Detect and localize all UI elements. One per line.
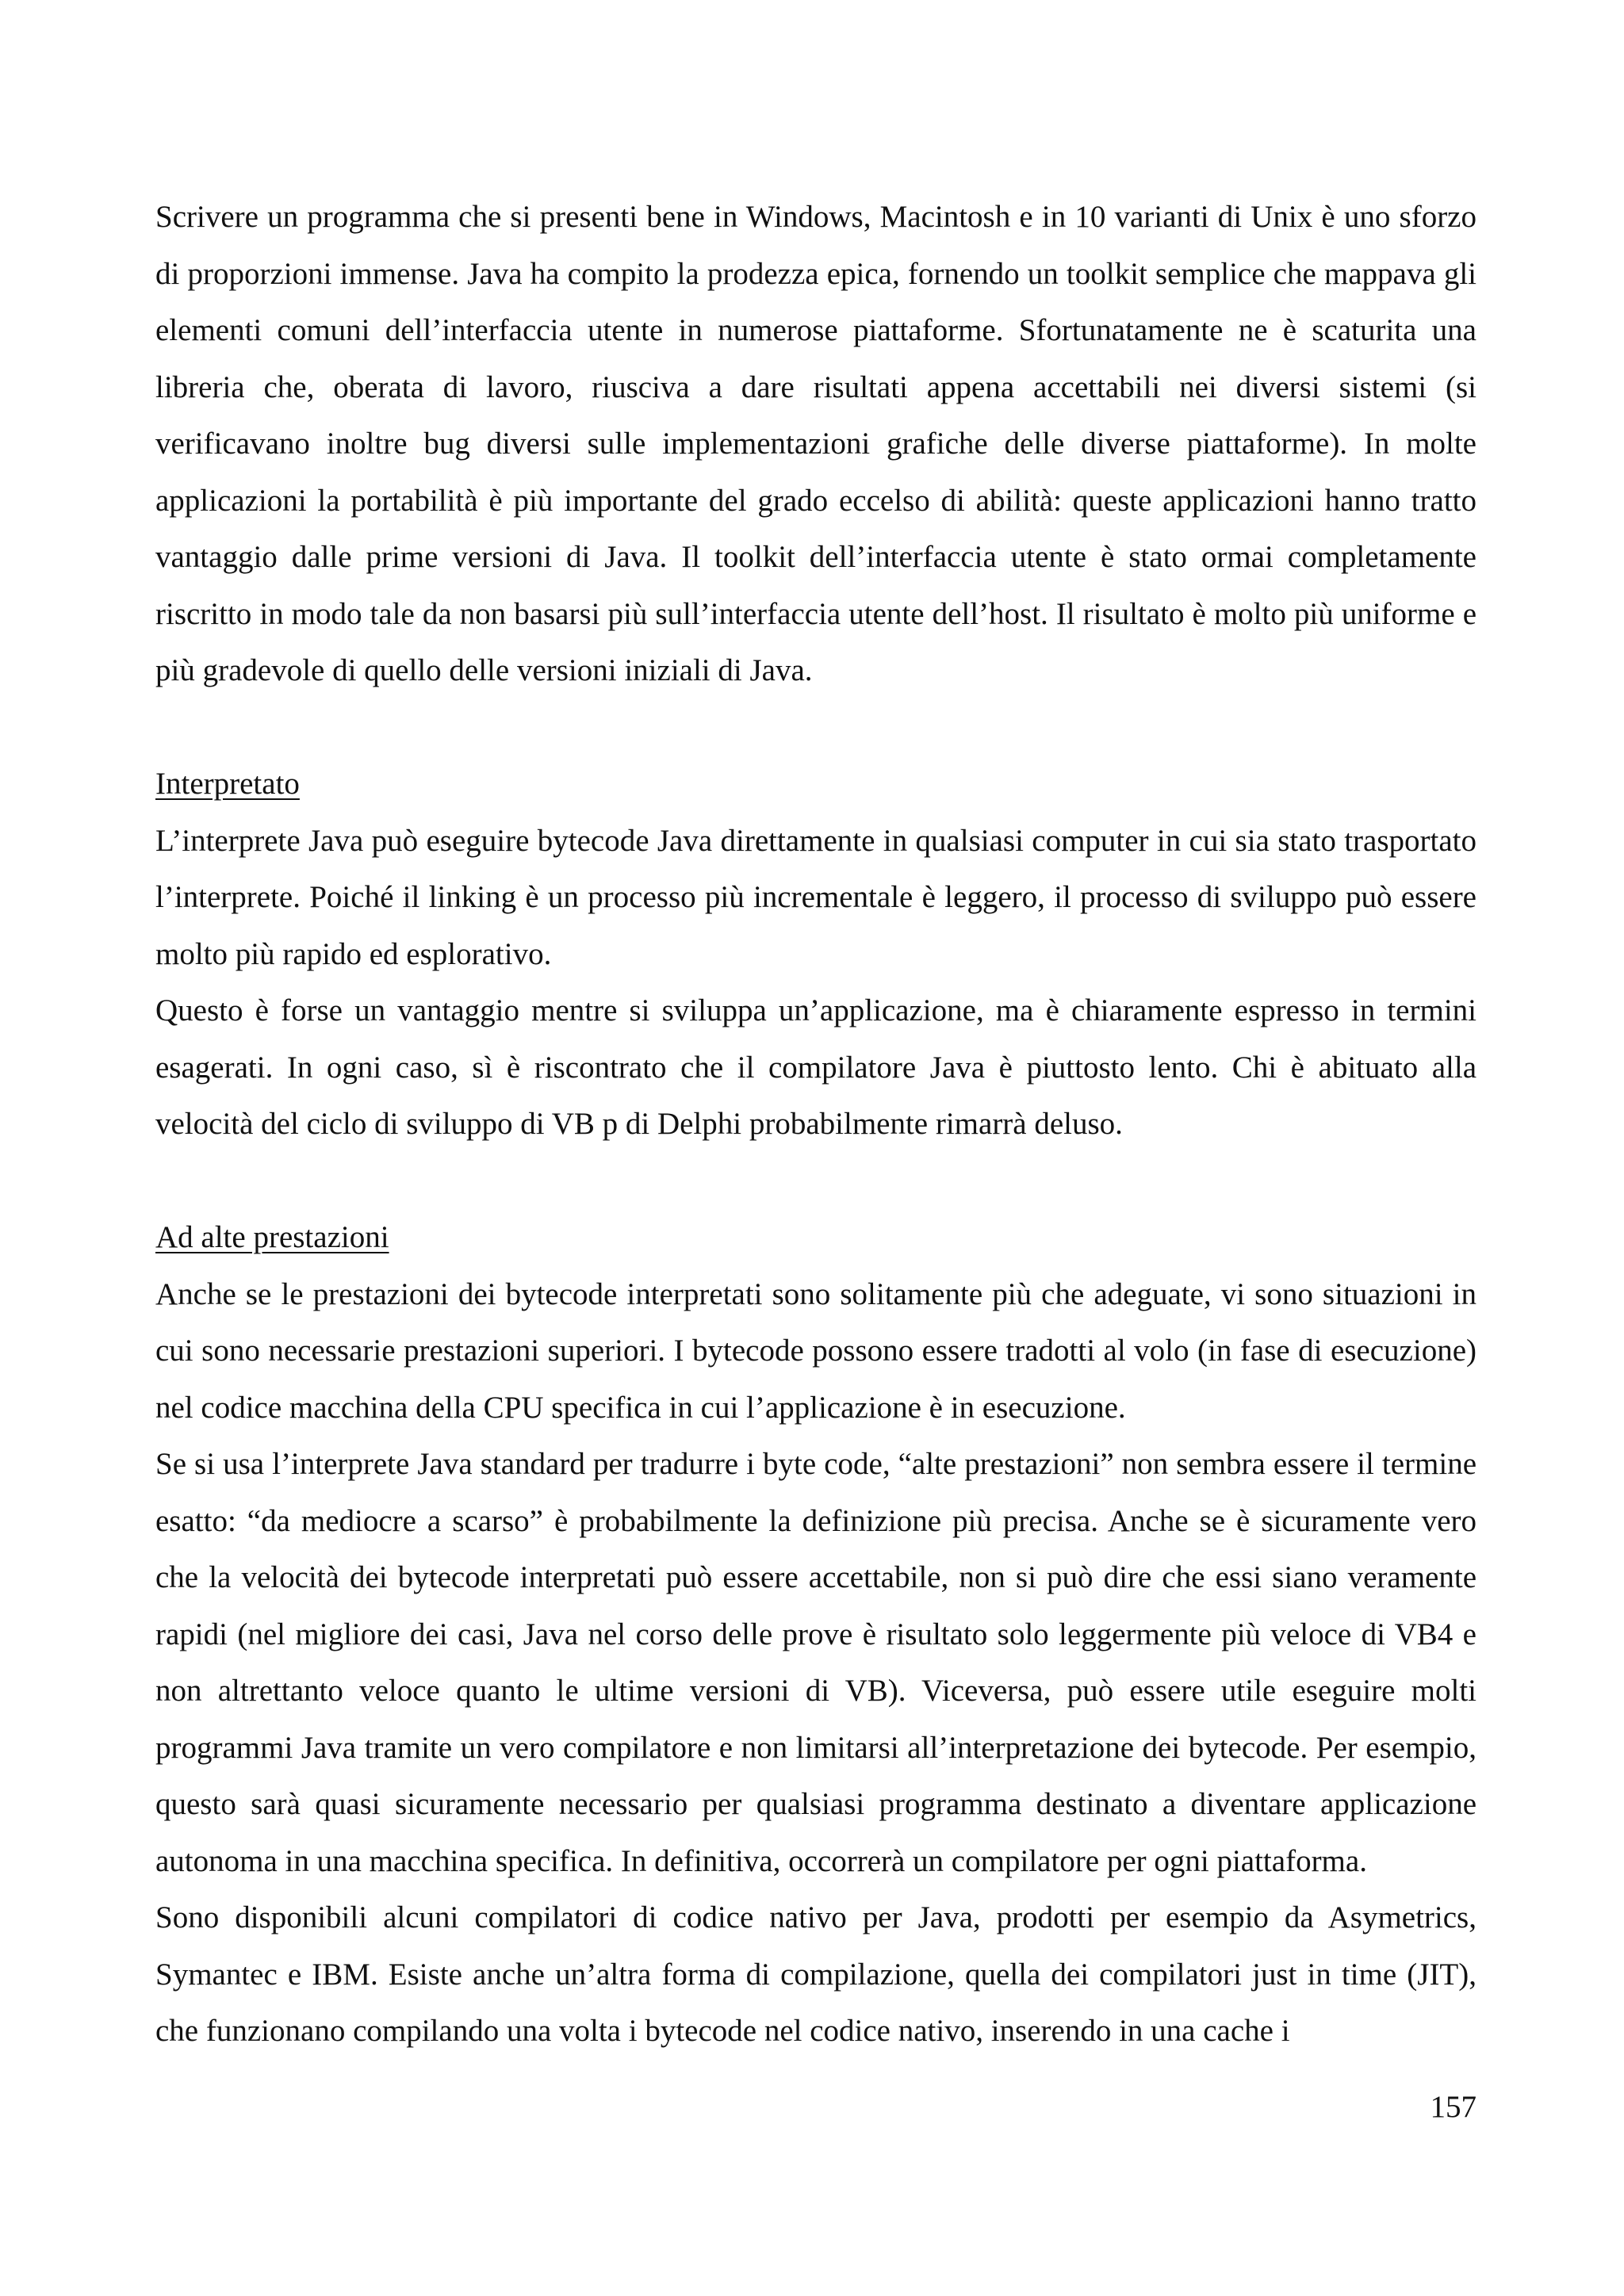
section-heading-prestazioni: Ad alte prestazioni xyxy=(155,1220,389,1254)
paragraph-prestazioni-1: Anche se le prestazioni dei bytecode interpretati sono solitamente più che adeguate, vi sono situazioni in cui sono necessarie prestazioni superiori. I bytecode possono essere tradotti al volo (in fase di esecuzione) nel codice macchina della CPU specifica in cui l’applicazione è in esecuzione. xyxy=(155,1276,1477,1425)
paragraph-interpretato-2: Questo è forse un vantaggio mentre si sviluppa un’applicazione, ma è chiaramente espresso in termini esagerati. In ogni caso, sì è riscontrato che il compilatore Java è piuttosto lento. Chi è abituato alla velocità del ciclo di sviluppo di VB p di Delphi probabilmente rimarrà deluso. xyxy=(155,993,1477,1141)
page-number: 157 xyxy=(1430,2090,1477,2124)
document-body xyxy=(155,189,1477,2060)
paragraph-intro: Scrivere un programma che si presenti bene in Windows, Macintosh e in 10 varianti di Unix è uno sforzo di proporzioni immense. Java ha compito la prodezza epica, fornendo un toolkit semplice che mappava gli elementi comuni dell’interfaccia utente in numerose piattaforme. Sfortunatamente ne è scaturita una libreria che, oberata di lavoro, riusciva a dare risultati appena accettabili nei diversi sistemi (si verificavano inoltre bug diversi sulle implementazioni grafiche delle diverse piattaforme). In molte applicazioni la portabilità è più importante del grado eccelso di abilità: queste applicazioni hanno tratto vantaggio dalle prime versioni di Java. Il toolkit dell’interfaccia utente è stato ormai completamente riscritto in modo tale da non basarsi più sull’interfaccia utente dell’host. Il risultato è molto più uniforme e più gradevole di quello delle versioni iniziali di Java. xyxy=(155,200,1477,687)
section-heading-interpretato: Interpretato xyxy=(155,767,300,801)
paragraph-prestazioni-3: Sono disponibili alcuni compilatori di codice nativo per Java, prodotti per esempio da Asymetrics, Symantec e IBM. Esiste anche un’altra forma di compilazione, quella dei compilatori just in time (JIT), che funzionano compilando una volta i bytecode nel codice nativo, inserendo in una cache i xyxy=(155,1900,1477,2048)
spacer xyxy=(155,1153,1477,1210)
paragraph-prestazioni-2: Se si usa l’interprete Java standard per tradurre i byte code, “alte prestazioni” non sembra essere il termine esatto: “da mediocre a scarso” è probabilmente la definizione più precisa. Anche se è sicuramente vero che la velocità dei bytecode interpretati può essere accettabile, non si può dire che essi siano veramente rapidi (nel migliore dei casi, Java nel corso delle prove è risultato solo leggermente più veloce di VB4 e non altrettanto veloce quanto le ultime versioni di VB). Viceversa, può essere utile eseguire molti programmi Java tramite un vero compilatore e non limitarsi all’interpretazione dei bytecode. Per esempio, questo sarà quasi sicuramente necessario per qualsiasi programma destinato a diventare applicazione autonoma in una macchina specifica. In definitiva, occorrerà un compilatore per ogni piattaforma. xyxy=(155,1447,1477,1878)
spacer xyxy=(155,699,1477,756)
paragraph-interpretato-1: L’interprete Java può eseguire bytecode Java direttamente in qualsiasi computer in cui sia stato trasportato l’interprete. Poiché il linking è un processo più incrementale è leggero, il processo di sviluppo può essere molto più rapido ed esplorativo. xyxy=(155,823,1477,971)
